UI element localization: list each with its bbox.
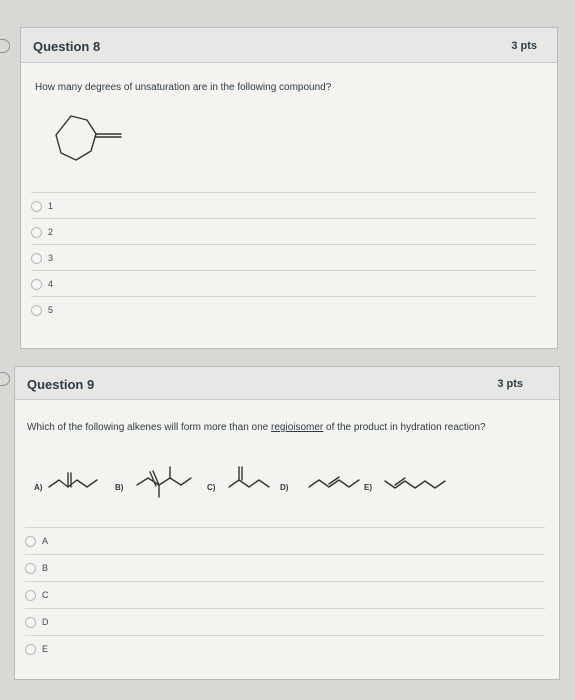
answer-label: B bbox=[42, 563, 49, 573]
alkene-structure-a bbox=[47, 467, 107, 497]
radio-button[interactable] bbox=[31, 305, 42, 316]
answer-label: E bbox=[42, 644, 49, 654]
answer-option-a[interactable] bbox=[25, 527, 545, 554]
answer-label: 4 bbox=[48, 279, 54, 289]
question-prompt: How many degrees of unsaturation are in the following compound? bbox=[35, 82, 332, 93]
question-flag-icon[interactable] bbox=[0, 372, 10, 386]
radio-button[interactable] bbox=[25, 644, 36, 655]
alkene-structure-c bbox=[225, 465, 285, 497]
structure-label-a: A) bbox=[34, 483, 43, 492]
answer-option-5[interactable] bbox=[31, 296, 536, 323]
alkene-structure-e bbox=[383, 473, 453, 495]
answer-option-3[interactable] bbox=[31, 244, 536, 271]
question-8-header bbox=[21, 28, 557, 63]
question-title: Question 9 bbox=[27, 377, 95, 392]
answer-label: C bbox=[42, 590, 49, 600]
answer-option-4[interactable] bbox=[31, 270, 536, 297]
answer-label: 5 bbox=[48, 305, 54, 315]
answer-option-1[interactable] bbox=[31, 192, 536, 219]
answer-option-c[interactable] bbox=[25, 581, 545, 608]
radio-button[interactable] bbox=[25, 617, 36, 628]
radio-button[interactable] bbox=[31, 279, 42, 290]
question-9-card bbox=[14, 366, 560, 680]
answer-option-2[interactable] bbox=[31, 218, 536, 245]
radio-button[interactable] bbox=[31, 201, 42, 212]
answer-option-e[interactable] bbox=[25, 635, 545, 662]
answer-label: A bbox=[42, 536, 49, 546]
prompt-text-start: Which of the following alkenes will form more than one bbox=[27, 422, 272, 433]
question-points: 3 pts bbox=[497, 378, 523, 390]
structure-label-d: D) bbox=[280, 483, 289, 492]
alkene-structure-d bbox=[307, 473, 367, 495]
radio-button[interactable] bbox=[25, 536, 36, 547]
regioisomer-link[interactable]: regioisomer bbox=[271, 422, 324, 433]
question-8-card bbox=[20, 27, 558, 349]
question-prompt bbox=[27, 421, 497, 435]
radio-button[interactable] bbox=[31, 227, 42, 238]
structure-label-e: E) bbox=[364, 483, 372, 492]
question-9-header bbox=[15, 367, 559, 400]
question-flag-icon[interactable] bbox=[0, 39, 10, 53]
answer-label: 2 bbox=[48, 227, 54, 237]
prompt-text-end: of the product in hydration reaction? bbox=[323, 422, 486, 433]
question-points: 3 pts bbox=[511, 40, 537, 52]
answer-label: 1 bbox=[48, 201, 54, 211]
answer-label: D bbox=[42, 617, 49, 627]
answer-option-b[interactable] bbox=[25, 554, 545, 581]
radio-button[interactable] bbox=[25, 590, 36, 601]
structure-label-c: C) bbox=[207, 483, 216, 492]
answer-option-d[interactable] bbox=[25, 608, 545, 635]
answer-label: 3 bbox=[48, 253, 54, 263]
alkene-structure-b bbox=[135, 465, 205, 499]
structure-label-b: B) bbox=[115, 483, 124, 492]
radio-button[interactable] bbox=[31, 253, 42, 264]
radio-button[interactable] bbox=[25, 563, 36, 574]
methylenecycloheptane-structure bbox=[51, 112, 141, 172]
question-title: Question 8 bbox=[33, 39, 101, 54]
